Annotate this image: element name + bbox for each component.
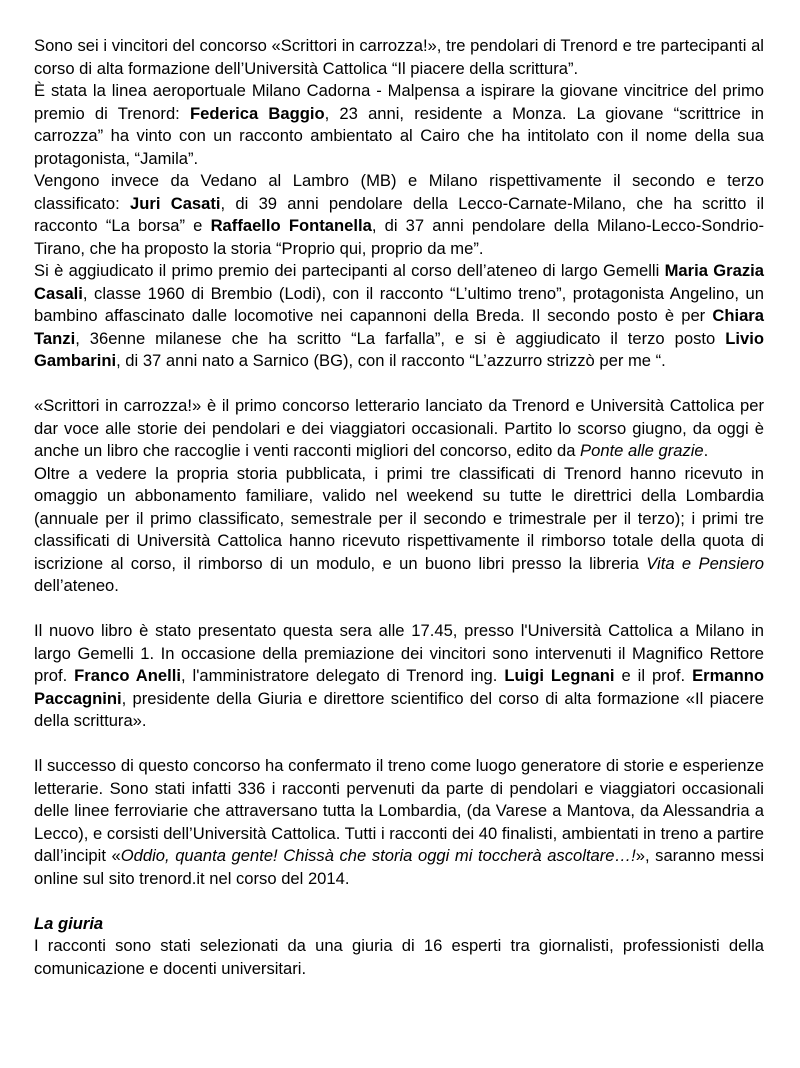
text-run: , presidente della Giuria e direttore scientifico del corso di alta formazione «Il piacere della scrittura». [34, 688, 764, 730]
text-run: . [703, 441, 709, 460]
text-run: Il successo di questo concorso ha confermato il treno come luogo generatore di storie e esperienze letterarie. Sono stati infatti 336 i racconti pervenuti da parte di pendolari e viaggiatori occasionali delle linee ferroviarie che attraversano tutta la Lombardia, (da Varese a Mantova, da Alessandria a Lecco), e corsisti dell’Università Cattolica. Tutti i racconti dei 40 finalisti, ambientati in treno a partire dall’incipit « [34, 756, 764, 865]
text-run: e il prof. [614, 666, 693, 685]
italic-text: Vita e Pensiero [646, 553, 764, 573]
paragraph-contest-description [34, 395, 764, 463]
text-run: , 36enne milanese che ha scritto “La farfalla”, e si è aggiudicato il terzo posto [75, 328, 726, 348]
italic-text: Ponte alle grazie [580, 441, 704, 460]
text-run: dell’ateneo. [34, 576, 119, 595]
text-run: , di 37 anni pendolare della Milano-Lecco-Sondrio-Tirano, che ha proposto la storia “Proprio qui, proprio da me”. [34, 216, 764, 258]
paragraph-book-presentation [34, 620, 764, 733]
text-run: Si è aggiudicato il primo premio dei partecipanti al corso dell’ateneo di largo Gemelli [34, 261, 665, 280]
paragraph-cattolica-winners [34, 260, 764, 373]
text-run: È stata la linea aeroportuale Milano Cadorna - Malpensa a ispirare la giovane vincitrice del primo premio di Trenord: [34, 81, 764, 123]
paragraph-gap [34, 890, 764, 913]
bold-name: Juri Casati [130, 193, 221, 213]
text-run: , 23 anni, residente a Monza. La giovane “scrittrice in carrozza” ha vinto con un racconto ambientato al Cairo che ha intitolato con il nome della sua protagonista, “Jamila”. [34, 103, 764, 168]
text-run: , di 37 anni nato a Sarnico (BG), con il racconto “L’azzurro strizzò per me “. [116, 351, 666, 370]
text-run: Oltre a vedere la propria storia pubblicata, i primi tre classificati di Trenord hanno ricevuto in omaggio un abbonamento familiare, valido nel weekend su tutte le direttrici della Lombardia (annuale per il primo classificato, semestrale per il secondo e trimestrale per il terzo); i primi tre classificati di Università Cattolica hanno ricevuto rispettivamente il rimborso totale della quota di iscrizione al corso, il rimborso di un modulo, e un buono libri presso la libreria [34, 463, 764, 573]
section-heading [34, 913, 764, 936]
paragraph-contest-success [34, 755, 764, 890]
paragraph-winners-intro [34, 35, 764, 80]
paragraph-jury-description [34, 935, 764, 980]
text-run: La giuria [34, 913, 104, 933]
paragraph-gap [34, 598, 764, 621]
bold-name: Federica Baggio [189, 103, 325, 123]
text-run: , di 39 anni pendolare della Lecco-Carnate-Milano, che ha scritto il racconto “La borsa” e [34, 193, 765, 235]
italic-text: Oddio, quanta gente! Chissà che storia oggi mi toccherà ascoltare…! [120, 846, 636, 865]
bold-name: Franco Anelli [74, 666, 181, 685]
bold-name: Ermanno Paccagnini [34, 666, 765, 708]
text-run: , l'amministratore delegato di Trenord ing. [180, 666, 505, 685]
paragraph-first-prize-trenord [34, 80, 764, 170]
text-run: Vengono invece da Vedano al Lambro (MB) e Milano rispettivamente il secondo e terzo classificato: [34, 171, 764, 213]
text-run: , classe 1960 di Brembio (Lodi), con il racconto “L’ultimo treno”, protagonista Angelino, un bambino affascinato dalle locomotive nei capannoni della Breda. Il secondo posto è per [34, 283, 764, 325]
bold-name: Luigi Legnani [504, 666, 615, 685]
bold-name: Raffaello Fontanella [210, 216, 372, 235]
paragraph-gap [34, 733, 764, 756]
text-run: Il nuovo libro è stato presentato questa sera alle 17.45, presso l'Università Cattolica a Milano in largo Gemelli 1. In occasione della premiazione dei vincitori sono intervenuti il Magnifico Rettore prof. [34, 621, 764, 685]
text-run: », saranno messi online sul sito trenord.it nel corso del 2014. [34, 846, 765, 888]
text-run: «Scrittori in carrozza!» è il primo concorso letterario lanciato da Trenord e Università Cattolica per dar voce alle storie dei pendolari e dei viaggiatori occasionali. Partito lo scorso giugno, da oggi è anche un libro che raccoglie i venti racconti migliori del concorso, edito da [34, 396, 764, 460]
bold-name: Chiara Tanzi [34, 306, 764, 348]
paragraph-prizes [34, 463, 764, 598]
text-run: Sono sei i vincitori del concorso «Scrittori in carrozza!», tre pendolari di Trenord e tre partecipanti al corso di alta formazione dell’Università Cattolica “Il piacere della scrittura”. [34, 36, 764, 78]
text-run: I racconti sono stati selezionati da una giuria di 16 esperti tra giornalisti, professionisti della comunicazione e docenti universitari. [34, 936, 764, 978]
paragraph-gap [34, 373, 764, 396]
bold-name: Maria Grazia Casali [34, 261, 764, 303]
paragraph-second-third-trenord [34, 170, 764, 260]
bold-name: Livio Gambarini [34, 328, 764, 370]
